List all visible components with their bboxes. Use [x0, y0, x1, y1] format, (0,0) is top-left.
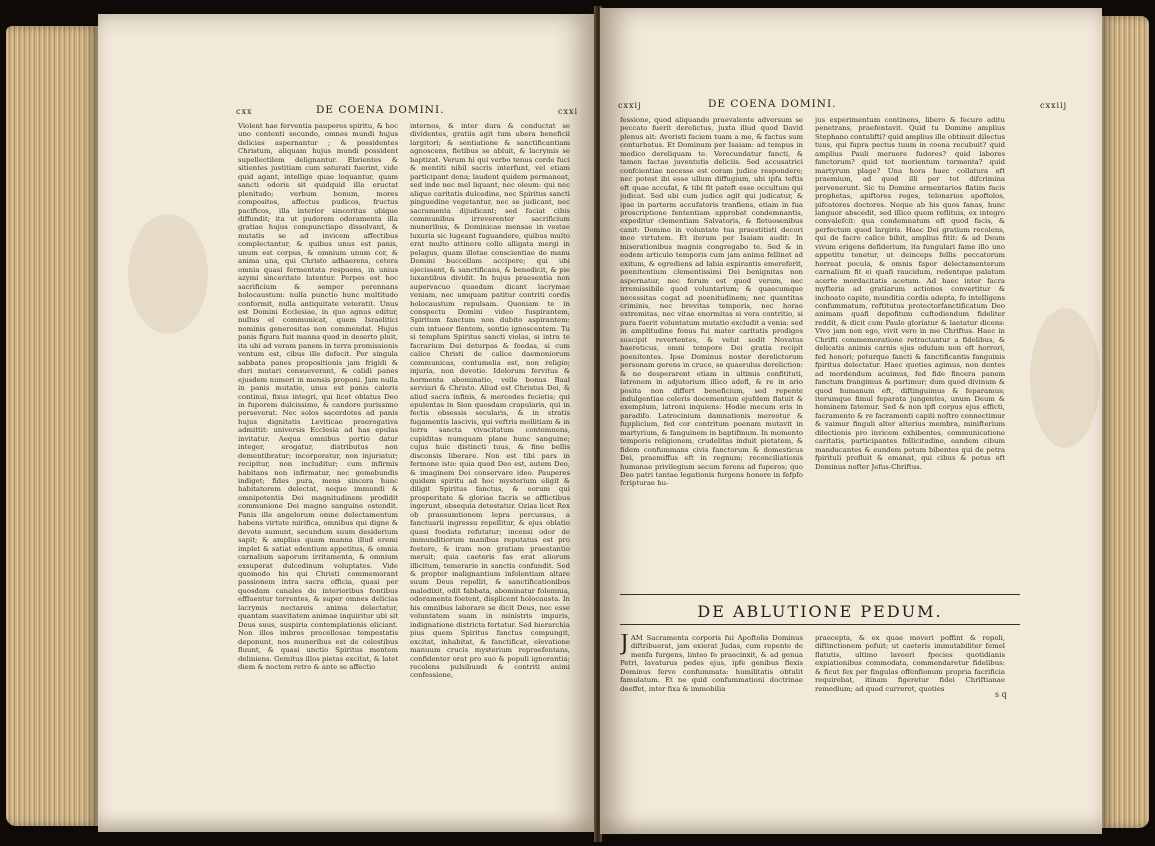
paper-stain [1030, 308, 1100, 448]
right-column-1: fessione, quod aliquando praevalente adversum se peccato fuerit derelictus, juxta illud quod David plenus ait: Averisti faciem tuam a me, & factus sum conturbatus. Et Dominum per Isaiam: ad tempus in modico dereliquam te. Verecundatur fancti, & tamen factae juventutis deliciis. Sed accusatrici confcientiae necesse est coram judice respondere; nec potest ibi esse ullum diffugium, ubi ipfa teftis eft quae accufat, & tibi fit pateft esse occultum qui judicat. Sed ubi cum judice agit qui judicatur, & ipse in parterm accufatoris tranfiens, etiam in fua proscriptione fententiam approbat condemnantis, expeditur clementiam Salvatoris, & fletuosenibus canit: Domine in voluntate tua praestitisti decori meo virtutem. Et iterum per Isaiam audit: In miserationibus magnis congregabo te. Sed & in eodem articulo temporis cum jam anima fellinet ad exitum, & egrediens ad labia expirantis emereferit, poenitentium clementissimi Dei benignitas non aspernatur, nec ferum est quod verum, nec irremissibile quod voluntarium; & quaecumque necessitas cogat ad poenitudinem; nec quantitas criminis, nec brevitas temporis, nec horae extremitas, nec vitae enormitas si vera contritio, si pura fuerit voluntatum mutatio excludit a venia: sed in amplitudine fonus fui mater caritatis prodigos suscipit revertentes, & velut sodit Novatus haereticus, omni tempore Dei gratia recipit poenitentes. Ipse Dominus noster derelictorum personam gerens in cruce, se quaerulus dereliction: & ne desperarent etiam in ultimis confitituti, latronem in adjutorium illico adefl, & re in ario posita non differt beneficium, sed repente indulgentiae celeris docementum ejufdem flatuit & exemplum, latroni inquiens: Hodie mecum eris in paradifo. Latrocinium damnationis mereotur & fupplicium, fed cor contritum poenam mutavit in martyrium, & fanguinem in baptifmum. In momento temporis religionem, crudelitas induit pietatem, & fidem confummans civis fanctorum & domesticus Dei, praemiffus eft in regnum; reconciliationis humanae privilegium secum ferens ad fuperos; quo Deo patri tantae legationis furgens honore in fefpfo fcripturae hu- [620, 116, 803, 488]
right-running-title: DE COENA DOMINI. [708, 98, 837, 110]
section-rule-top [620, 594, 1020, 595]
left-running-title: DE COENA DOMINI. [316, 104, 445, 116]
right-page-number-right: cxxiij [1040, 101, 1068, 110]
right-page-edges [1101, 16, 1149, 828]
signature-mark: s q [995, 690, 1007, 699]
right-column-2: jus experimentum continens, libero & fecuro aditu penetrans, praefentavit. Quid tu Domine amplius Stephano contulifti? quid amplius ille obtinuit dilectus tuus, qui fupra pectus tuum in coena recubuit? quid amplius Pauli meruere fudores? quid labores fanctorum? quid tot morientum tormenta? quid martyrum plage? Una hora haec collatura eft praemium, ad quod illi per tot difcrimina pervenerunt. Sic tu Domine armentarios flatim facis prophetas, apiftores reges, telonarios apoftolos, pifcatores doctores. Neque ab his quos fanas, hunc languor abscedit, sed illico quem reflituis, ex integro convalefcit: qua condemnatum eft quod facis, & perfectum quod largiris. Haec Dei gratium recolens, qui de facro calice bibit, amplius fitit: & ad Deum vivum erigens defiderium, ita fungulari fame illo uno appetitu tenetur, ut deinceps fellis peccatorum horreat pocula, & omnis fapor delectamentorum carnalium fit ei quafi raucidum, redentque palatum acerte mordacitatis acetum. Ad haec inter facra myfteria ad gratiarum actiones convertitur & inchoato capite, munditia cordis adepta, fe intelligens confummatum, reftitutus protectorfanctificatum Deo animam quafi depofitum cuftodiendum fideliter reddit, & dicit cum Paulo gloriatur & laetatur dicens: Vivo jam non ego, vivit vero in me Chriftus. Haec in Chrifti commemoratione retractantur a fidelibus, & delicatis animis carnis ejus odulum non eft horrori, fed honori; poturque fancti & fanctificantis fanguinis fpiritus delectatur. Haec quoties agimus, non dentes ad mordendum acuimus, fed fide fincera panem fanctum frangimus & partimur; dum quod divinum & quod humanum eft, diftinguimus & feparamus; iterumque fimul feparata jungentes, unum Deum & hominem fatemur. Sed & non ipfi corpus ejus efficti, facramento & re facramenti capiti noftro connectimur & vaimur finguli alter alterius membra, minifterium dilectionis pro invicem exhibentes, communicatione caritatis, participantes follicitudine, eandem cibum manducantes & eundem potum bibentes qui de petra fpirituli profluit & emanat, qui cibus & potus eft Dominus nofter Jefus-Chriftus. [815, 116, 1005, 471]
right-page [600, 8, 1102, 834]
open-book [6, 6, 1149, 842]
paper-stain [128, 214, 208, 334]
right-column-4: praecepta, & ex quae moveri poffint & repeli, diftinctionem pofuit; ut caeteris immutabiliter femel flatutis, ultimo laveeri fpecies quotidianis expiationibus commodata, commendaretur fidelibus: & ficut fex per fingulas offenfionum propria facrificia requirebat, itinam figeretur fidei Chriftianae remedium; ad quod curreret, quoties [815, 634, 1005, 693]
left-page-number-right: cxxi [558, 107, 579, 116]
left-page-edges [6, 26, 98, 826]
left-page [98, 14, 596, 832]
left-column-1: Violent hae ferventia pauperes spiritu, & hoc uno contenti secundo, omnes mundi hujus delicias aspernantur ; & possidentes Christum, aliquam hujus mundi possident supellectilem delignantur. Ebrientes & sitientes justitiam cum saturati fuerint, vide quid agant, intellige quae loquantur, quam sancti odoris sit quidquid illa eructat plenitudo; verbum bonum, mores compositos, affectus pudicos, fructus pacificos, illa interior sinceritas ubique diffundit; ita ut pudorem odoramenta illa gratiae hujus compunctiapo dissolvant, & mutatis se ad invicem affectibus complectantur, & quibus unus est panis, unum est corpus, & omnium unum cor, & anima una, qui Christo adhaerens, cetera omnia quasi fermentata respuens, in unius azymi sinceritate latentur. Perpes est hoc sacrificium & semper perennans holocaustum: nulla punctio hunc multitudo conformit, nulla antiquitate veteratit. Unus est Domini Ecclesiae, in quo agnus editur, nullus el communicat, quem Israelitici nominis generositas non commendat. Hujus panis figura fuit manna quod in deserto pluit, ita ubi ad veram panem in terra promissionis ventum est, cibus ille defecit. Per singula sabbata panes propositionis jam frigidi & duri mutari consueverant, & calidi panes ejusdem numeri in mensis proponi. Jam nulla in panis mutatio, unus est panis caloris continui, fixus integri, qui licet oblatus Deo in fuporem dulcissimo, & candore purissimo perseverat. Nec solos sacerdotes ad panis hujus dignitatis Leviticae praerogativa admittit: universis Ecclesia ad has epulas invitatur. Aequa omnibus portio datur integer, erogatur, distributus non dementibratur; incorporatur, non injuriatur; recipitur, non includitur; cum infirmis habitans non infirmatur, nec gemebundis indiget; fides pura, mens sincera hunc habitatorem delectat, neque immundi & omnipotentis Dei magnitudinem prodidit communione Dei magno sanguine ostendit. Panis ille angelorum omne delectamentum habens virtute mirifica, omnibus qui digne & devote sumunt, secundum suum desiderium sapit; & amplius quam manna illud eremi implet & satiat edentium appetitus, & omnia carnalium saporum irritamenta, & omnium exsuperat dulcedinum voluptates. Vide quomodo his qui Christi commemorant passionem intra sacra officia, quasi per quosdam canales de interioribus fontibus effluentur torrentes, & super omnes delicias lacrymis nectareis anima delectatur, quantam suavitatem animae inquiritur ubi sit Deus suus, suspiria contemplationis eliciant. Non illos imbres procellosae tempestatis deponunt, nos muneribus est de celestibus fluunt, & quasi unctio Spiritus mentem deliniens. Gemitus illos pietas excitat, & latet diem & noctem retro & ante se affectio [238, 122, 398, 671]
section-title: DE ABLUTIONE PEDUM. [697, 602, 943, 621]
left-column-2: internos, & inter dura & conductat se dividentes, gratiis agit tum ubera beneficii largitori; & sentiatione & sanctificantiam agnoscens, fletibus se abluit, & lacrymis se baptizat. Verum hi qui verbo tenus corde fuci & mentiti nihil sacris interfunt, vel etiam participant dona; laudent quidem permaneat, sed inde nec mel liquant, nec oleum: qui nec aliquo caritatis dulcedine, nec Spiritus sancti pinguedine vegetantur, nec se judicant, nec sacramenta dijudicant; sed faciat cibis communibus irreverenter sacrificium muneribus, & Dominicae mensae in vestae luxuria sic lugeant fuguandere, quibus multo erat multo attinere collo alligata mergi in pelagus, quam illotae conscientiae de manu Domini buccellam accipere; qui ubi ejecissent, & sanctificans, & benedicit, & pie luxantibus dividit. In hujus praesentia non supervacuo quaedam dicant lacrymae veniam, nec umquam patitur contriti cordis holocaustum repulsam. Quoniam te in conspectu Domini video fuspirantem, Spiritum fanctum non dubito aspirantem: cum intueor flentem, sentio ignoscentem. Tu si templum Spiritus sancti violas, si intra te facrarium Dei deturpas & foedas, si cum calice Christi de calice daemoniorum communicas, contumelia est, non religio; injuria, non devotio. Idolorum fervitus & hormenta abominatio, velle bonus Baal serviari & Christo. Aliud est Christus Dei, & aliud sacra infinis, & mercedes fecietis; qui epulentas in Sion quosdam crapularis, qui in fectis obsessis secularis, & in stratis fugamentis lascivis, qui veftris mollitiam & in terra sancta vivacitatum contemnens, cupiditas numquam plane hunc sanguine; cujus huic distincti tuus, & fine bellis disconsis liberare. Non est tibi pars in fermone isto: quia quod Deo est, autem Deo, & imaginem Dei conservare ideo. Pauperes quidem spiritu ad hoc mysterium eligit & diligit Spiritus fanctus, & eorum qui prosperitate & gloriae facris se afflictibus ingerunt, obsequia detestatur. Ozias licet Rex ob praesumtionem lepra percussus, a fanctuarii ingressu repellitur, & ejus oblatio quasi foedata refutatur; incensi odor de immunditiorum manibus reputatus est pro foetore, & iram non gratiam praestantio meruit; quia caeteris fas erat aliorum illicitum, temerarie in sanctis confundit. Sed & propter malignantium infolentiam altare suum Deus repellit, & sanctificationibus maledixit, odit fabbata, abominatur folemnia, odoramenta foetent, displicent holocausta. In his omnibus laborare se dicit Deus, nec esse voluntatem suam in ministris impuris, indignatione districta fertatur. Sed hierarchia pius quem Spiritus fanctus compungit, excitat, inhabitat, & fanctificat, elevatione manuum crucis mysterium repraefentans, confidenter orat pro suo & populi ignorantia; recolens pulsibundi & contriti animi confessione, [410, 122, 570, 680]
right-page-number: cxxij [618, 101, 642, 110]
left-page-number: cxx [236, 107, 253, 116]
drop-cap: J [620, 634, 629, 656]
section-rule-bottom [620, 624, 1020, 625]
right-column-3-text: AM Sacramenta corporis fui Apoftolis Dominus diftribuerat, jam exierat Judas, cum repente de menfa furgens, linteo fe praecinxit, & ad genua Petri, lavaturus pedes ejus, ipfe genibus flexis Dominus fervo confummata: humilitatis obtulit famulatum. Et ne quid confummationi doctrinae deeffet, inter fixa & immobilia [620, 634, 803, 693]
right-column-3 [620, 634, 803, 696]
